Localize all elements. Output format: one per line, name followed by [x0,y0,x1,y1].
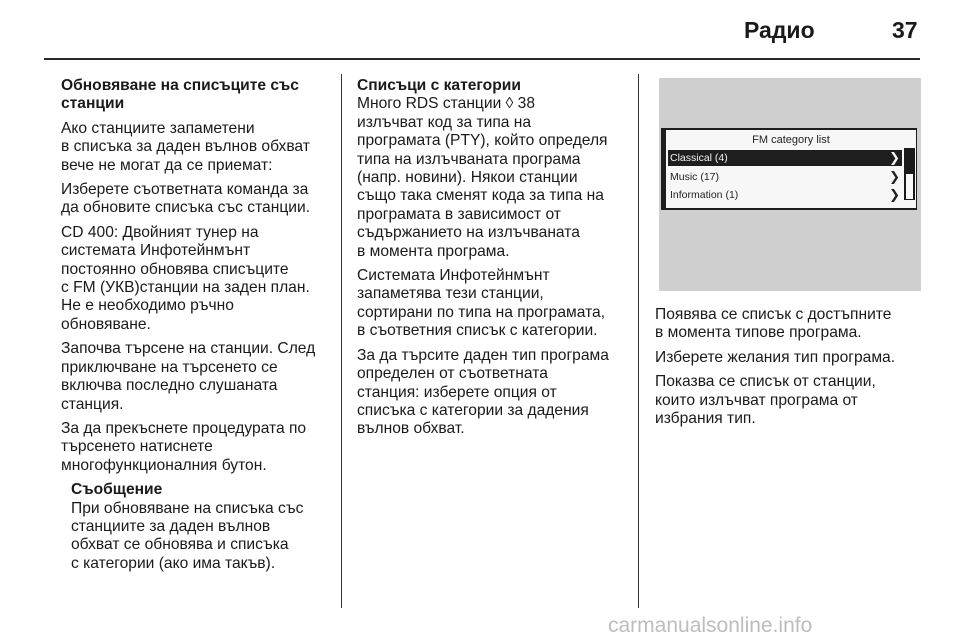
text-line: многофункционалния бутон. [61,456,267,474]
paragraph [655,373,925,428]
text-line: съдържанието на излъчваната [357,224,580,242]
header-rule [44,58,920,60]
text-line: списъка с категории за дадения [357,401,589,419]
note-line: обхват се обновява и списъка [71,536,289,554]
scrollbar[interactable] [904,148,915,200]
infotainment-screen [661,128,917,210]
category-item-classical[interactable] [668,150,902,166]
text-line: Изберете желания тип програма. [655,348,896,366]
text-line: да обновите списъка със станции. [61,199,311,217]
text-line: станция: изберете опция от [357,383,557,401]
text-line: Започва търсене на станции. След [61,340,316,358]
note-line: станциите за даден вълнов [71,517,271,535]
text-line: програмата (PTY), който определя [357,132,608,150]
text-line: вълнов обхват. [357,420,465,438]
page-number: 37 [892,17,918,43]
text-line: които излъчват програма от [655,391,858,409]
category-label: Classical (4) [670,152,728,164]
text-line: системата Инфотейнмънт [61,242,251,260]
paragraph [61,120,333,175]
text-line: в съответния списък с категории. [357,322,598,340]
screen-title: FM category list [752,134,830,146]
scrollbar-track [906,174,913,199]
paragraph [655,306,925,343]
text-line: CD 400: Двойният тунер на [61,223,259,241]
paragraph [655,349,925,367]
text-line: избрания тип. [655,410,756,428]
text-line: Не е необходимо ръчно [61,297,234,315]
text-line: обновяване. [61,315,151,333]
text-line: Системата Инфотейнмънт [357,267,550,285]
text-line: сортирани по типа на програмата, [357,303,606,321]
text-line: запаметява тези станции, [357,285,544,303]
text-line: Показва се списък от станции, [655,373,876,391]
text-line: определен от съответната [357,365,548,383]
paragraph [61,224,333,334]
text-line: Ако станциите запаметени [61,119,255,137]
watermark-text: carmanualsonline.info [608,614,813,637]
paragraph [61,420,333,475]
chevron-right-icon: ❯ [889,169,900,184]
text-line: За да прекъснете процедурата по [61,419,307,437]
fm-category-list-figure [659,78,921,291]
text-line: типа на излъчваната програма [357,150,581,168]
page-title: Радио [744,17,815,43]
note-line: При обновяване на списъка със [71,499,304,517]
paragraph [357,95,629,261]
heading-line: станции [61,95,125,113]
text-line: с FM (УКВ)станции на заден план. [61,279,310,297]
column-divider-right [638,74,639,608]
text-line: излъчват код за типа на [357,113,532,131]
text-line: станция. [61,395,124,413]
paragraph [357,347,629,439]
page-header [0,0,960,60]
text-line: (напр. новини). Някои станции [357,169,578,187]
column-2 [357,77,629,439]
paragraph [61,340,333,414]
text-line: приключване на търсенето се [61,358,278,376]
category-label: Information (1) [670,189,739,201]
paragraph [357,267,629,341]
column-divider-left [341,74,342,608]
chevron-right-icon: ❯ [889,187,900,202]
text-line: в момента типове програма. [655,324,862,342]
heading-line: Обновяване на списъците със [61,77,299,94]
note-title: Съобщение [71,481,163,499]
text-line: включва последно слушаната [61,377,278,395]
screen-display [666,130,916,208]
column-1 [61,77,333,573]
text-line: вече не могат да се приемат: [61,156,273,174]
text-line: постоянно обновява списъците [61,260,289,278]
category-label: Music (17) [670,171,720,183]
section-heading-category-lists: Списъци с категории [357,77,521,94]
note-box [71,481,333,573]
chevron-right-icon: ❯ [889,150,900,165]
text-line: За да търсите даден тип програма [357,346,609,364]
text-line: Появява се списък с достъпните [655,306,892,323]
text-line: в момента програма. [357,242,510,260]
section-heading-update-lists [61,77,333,114]
text-line: Много RDS станции ◊ 38 [357,95,535,113]
category-item-music[interactable] [668,169,902,185]
text-line: търсенето натиснете [61,438,213,456]
text-line: в списъка за даден вълнов обхват [61,138,310,156]
category-item-information[interactable] [668,187,902,203]
text-line: програмата в зависимост от [357,205,561,223]
note-line: с категории (ако има такъв). [71,554,276,572]
column-3 [655,306,925,428]
text-line: също така сменят кода за типа на [357,187,604,205]
paragraph [61,181,333,218]
text-line: Изберете съответната команда за [61,181,309,199]
